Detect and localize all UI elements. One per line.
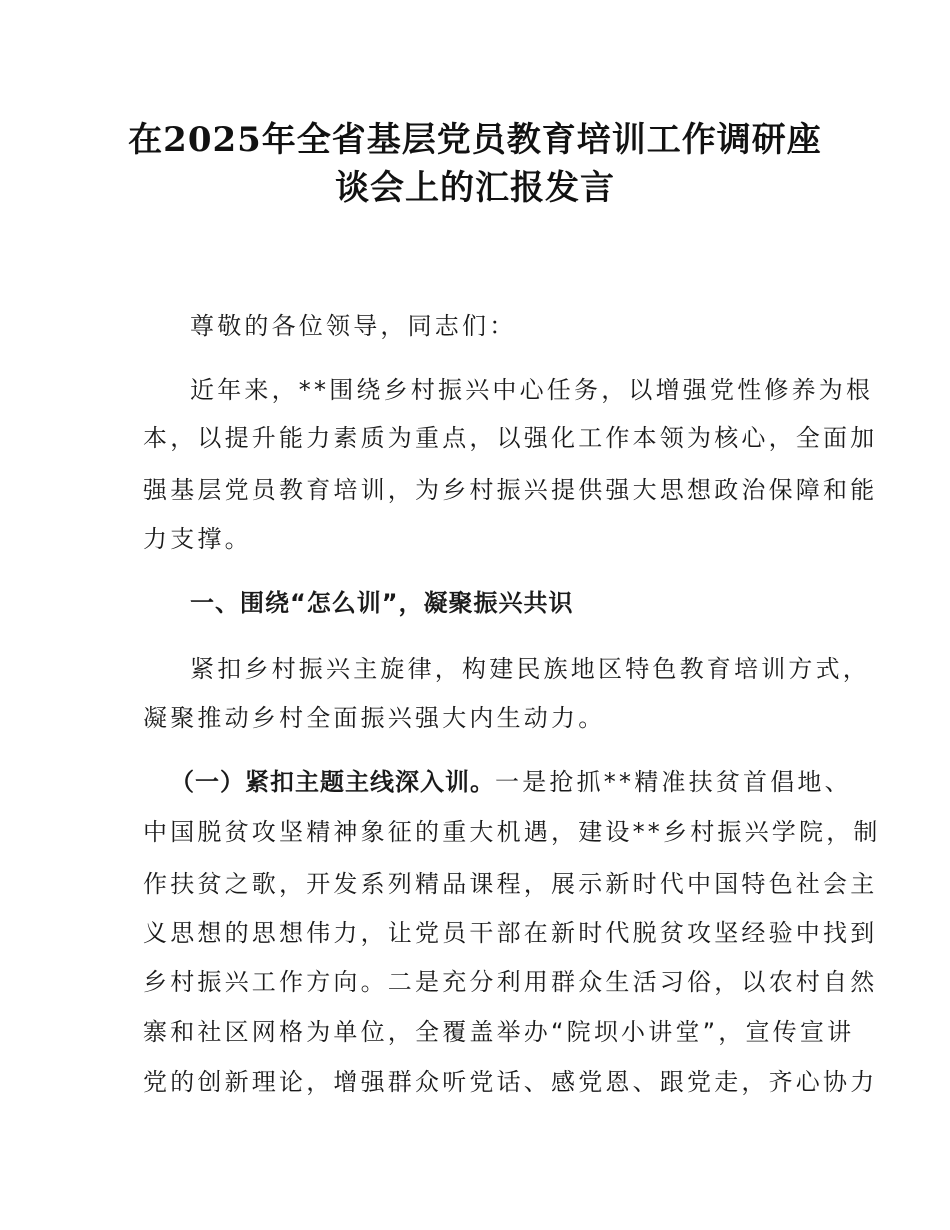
subsection-1-line-6: 寨和社区网格为单位，全覆盖举办“院坝小讲堂”，宣传宣讲 [143,1018,855,1046]
document-title-line-2: 谈会上的汇报发言 [335,168,615,208]
section-1-heading: 一、围绕“怎么训”，凝聚振兴共识 [190,589,574,617]
subsection-1-line-1 [170,758,850,806]
subsection-1-line-3: 作扶贫之歌，开发系列精品课程，展示新时代中国特色社会主 [143,870,878,898]
greeting: 尊敬的各位领导，同志们： [190,312,517,340]
intro-line-2: 本，以提升能力素质为重点，以强化工作本领为核心，全面加 [143,424,878,452]
section-1-line-2: 凝聚推动乡村全面振兴强大内生动力。 [143,704,606,732]
document-title-line-1: 在2025年全省基层党员教育培训工作调研座 [128,120,822,160]
intro-line-4: 力支撑。 [143,525,252,553]
intro-line-3: 强基层党员教育培训，为乡村振兴提供强大思想政治保障和能 [143,476,878,504]
subsection-1-line-7: 党的创新理论，增强群众听党话、感党恩、跟党走，齐心协力 [143,1068,878,1096]
section-1-line-1: 紧扣乡村振兴主旋律，构建民族地区特色教育培训方式， [190,655,870,683]
subsection-1-first-text: 一是抢抓**精准扶贫首倡地、 [495,768,852,796]
subsection-1-line-2: 中国脱贫攻坚精神象征的重大机遇，建设**乡村振兴学院，制 [143,818,881,846]
subsection-1-heading: （一）紧扣主题主线深入训。 [170,768,495,796]
subsection-1-line-4: 义思想的思想伟力，让党员干部在新时代脱贫攻坚经验中找到 [143,919,878,947]
subsection-1-line-5: 乡村振兴工作方向。二是充分利用群众生活习俗，以农村自然 [143,968,878,996]
intro-line-1: 近年来，**围绕乡村振兴中心任务，以增强党性修养为根 [190,376,874,404]
